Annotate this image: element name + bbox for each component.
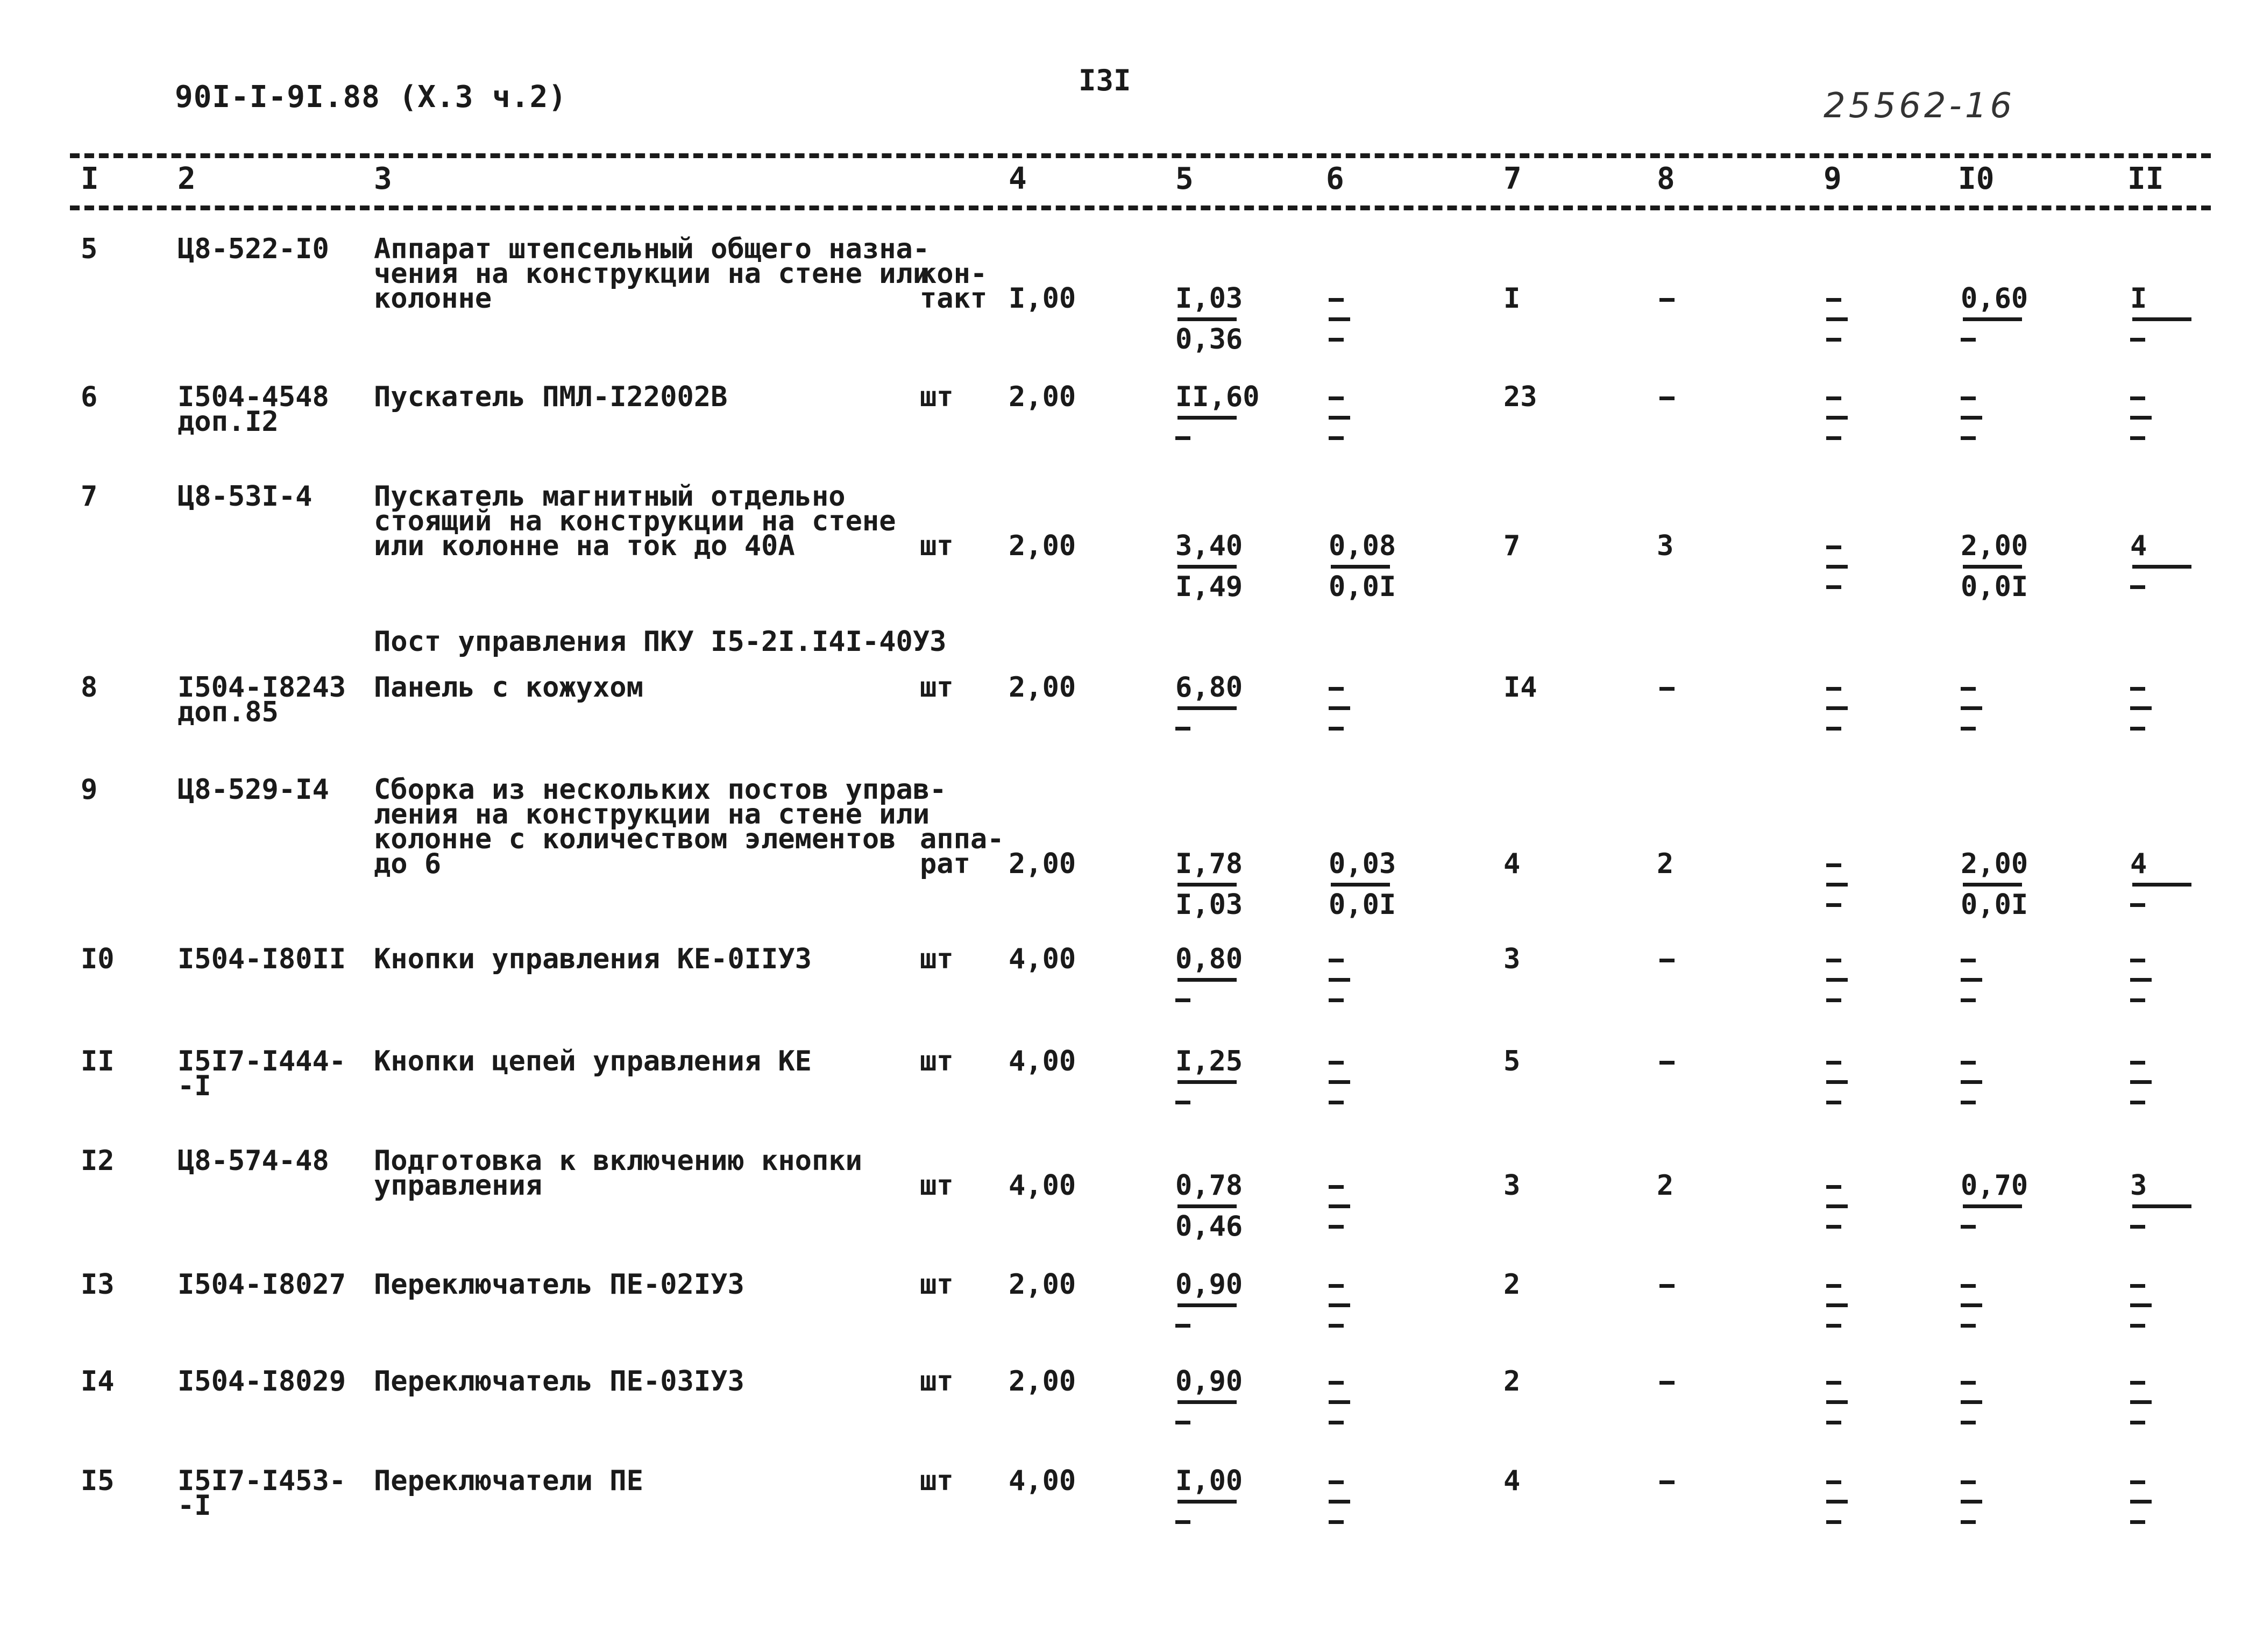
col11-value-denominator-dash <box>2130 998 2145 1002</box>
col10-value-numerator: 0,70 <box>1961 1169 2028 1202</box>
col7-value: 7 <box>1503 530 1521 562</box>
col9-value-denominator-dash <box>1826 727 1841 731</box>
col5-value-numerator: 0,90 <box>1175 1365 1243 1398</box>
col6-value-numerator-dash <box>1329 1061 1344 1065</box>
col10-value-fraction-bar <box>1961 416 1982 420</box>
col6-value-fraction-bar <box>1329 416 1350 420</box>
col9-value-numerator-dash <box>1826 959 1841 962</box>
col5-value-denominator-dash <box>1175 998 1190 1002</box>
col10-value-numerator-dash <box>1961 396 1976 400</box>
col7-value: 3 <box>1503 943 1521 975</box>
col9-value-fraction-bar <box>1826 565 1848 569</box>
col10-value-numerator: 0,60 <box>1961 282 2028 315</box>
col6-value-numerator-dash <box>1329 1284 1344 1288</box>
work-description-line-3: колонне с количеством элементов <box>374 823 896 855</box>
col9-value-numerator-dash <box>1826 1185 1841 1189</box>
col6-value-denominator-dash <box>1329 1520 1344 1524</box>
col6-value-numerator-dash <box>1329 687 1344 691</box>
col5-value-numerator: I,25 <box>1175 1045 1243 1077</box>
work-description-line-1: Кнопки управления КЕ-0IIУ3 <box>374 943 812 975</box>
col10-value-denominator-dash <box>1961 1101 1976 1104</box>
col11-value-denominator-dash <box>2130 338 2145 342</box>
col7-value: 2 <box>1503 1268 1521 1301</box>
unit-of-measure-line-1: шт <box>920 1465 954 1497</box>
col6-value-fraction-bar <box>1329 978 1350 982</box>
col5-value-fraction-bar <box>1177 978 1237 982</box>
col10-value-denominator-dash <box>1961 998 1976 1002</box>
col11-value-fraction-bar <box>2130 1303 2152 1307</box>
col11-value-fraction-bar <box>2130 1400 2152 1404</box>
price-code-line-1: Ц8-529-I4 <box>178 774 329 806</box>
work-description-line-1: Кнопки цепей управления КЕ <box>374 1045 812 1077</box>
row-number: 9 <box>81 774 98 806</box>
col8-value: 2 <box>1657 848 1674 880</box>
unit-of-measure-line-1: кон- <box>920 258 988 290</box>
col11-value-numerator: I <box>2130 282 2147 315</box>
quantity: 2,00 <box>1009 530 1076 562</box>
col11-value-numerator-dash <box>2130 1381 2145 1385</box>
col7-value: 4 <box>1503 848 1521 880</box>
col11-value-denominator-dash <box>2130 727 2145 731</box>
col10-value-numerator-dash <box>1961 959 1976 962</box>
work-description-line-2: стоящий на конструкции на стене <box>374 505 896 537</box>
col9-value-numerator-dash <box>1826 1381 1841 1385</box>
work-description-line-4: до 6 <box>374 848 442 880</box>
column-header-1: I <box>81 161 99 196</box>
col11-value-fraction-bar <box>2130 416 2152 420</box>
col5-value-denominator-dash <box>1175 1520 1190 1524</box>
col5-value-denominator-dash <box>1175 1421 1190 1424</box>
col11-value-numerator-dash <box>2130 1061 2145 1065</box>
table-top-rule <box>70 153 2211 158</box>
col8-dash <box>1659 1381 1675 1385</box>
col10-value-fraction-bar <box>1961 978 1982 982</box>
col9-value-denominator-dash <box>1826 903 1841 907</box>
col6-value-fraction-bar <box>1329 1500 1350 1504</box>
col10-value-denominator-dash <box>1961 436 1976 440</box>
subheading-control-post: Пост управления ПКУ I5-2I.I4I-40У3 <box>374 626 947 658</box>
col9-value-numerator-dash <box>1826 1061 1841 1065</box>
col9-value-denominator-dash <box>1826 338 1841 342</box>
work-description-line-2: чения на конструкции на стене или <box>374 258 930 290</box>
col11-value-numerator: 4 <box>2130 848 2147 880</box>
col5-value-fraction-bar <box>1177 883 1237 887</box>
col11-value-fraction-bar <box>2130 706 2152 710</box>
archive-number: 25562-16 <box>1824 86 2016 126</box>
col6-value-numerator-dash <box>1329 1480 1344 1484</box>
work-description-line-1: Переключатель ПЕ-02IУ3 <box>374 1268 744 1301</box>
col6-value-denominator-dash <box>1329 1324 1344 1328</box>
col6-value-fraction-bar <box>1329 1303 1350 1307</box>
col10-value-numerator-dash <box>1961 1381 1976 1385</box>
col6-value-fraction-bar <box>1329 317 1350 321</box>
col7-value: 5 <box>1503 1045 1521 1077</box>
col5-value-fraction-bar <box>1177 1204 1237 1208</box>
col5-value-fraction-bar <box>1177 706 1237 710</box>
price-code-line-2: -I <box>178 1490 211 1522</box>
col6-value-denominator-dash <box>1329 1101 1344 1104</box>
col6-value-numerator: 0,03 <box>1329 848 1396 880</box>
col6-value-fraction-bar <box>1331 883 1390 887</box>
column-header-3: 3 <box>374 161 392 196</box>
col11-value-denominator-dash <box>2130 1421 2145 1424</box>
quantity: I,00 <box>1009 282 1076 315</box>
col11-value-fraction-bar <box>2132 317 2191 321</box>
row-number: I2 <box>81 1145 115 1177</box>
column-header-5: 5 <box>1175 161 1194 196</box>
col9-value-fraction-bar <box>1826 1400 1848 1404</box>
col10-value-denominator-dash <box>1961 1324 1976 1328</box>
unit-of-measure-line-1: шт <box>920 1045 954 1077</box>
col10-value-fraction-bar <box>1963 317 2022 321</box>
col9-value-numerator-dash <box>1826 396 1841 400</box>
col5-value-numerator: 3,40 <box>1175 530 1243 562</box>
unit-of-measure-line-1: шт <box>920 671 954 704</box>
col6-value-numerator-dash <box>1329 959 1344 962</box>
col5-value-fraction-bar <box>1177 416 1237 420</box>
quantity: 4,00 <box>1009 1465 1076 1497</box>
unit-of-measure-line-2: такт <box>920 282 988 315</box>
col11-value-denominator-dash <box>2130 903 2145 907</box>
col6-value-fraction-bar <box>1329 1204 1350 1208</box>
col11-value-fraction-bar <box>2130 1500 2152 1504</box>
price-code-line-1: Ц8-522-I0 <box>178 233 329 265</box>
col5-value-denominator: I,03 <box>1175 889 1243 921</box>
column-header-10: I0 <box>1958 161 1995 196</box>
col9-value-fraction-bar <box>1826 1204 1848 1208</box>
row-number: I4 <box>81 1365 115 1398</box>
col6-value-denominator-dash <box>1329 998 1344 1002</box>
quantity: 4,00 <box>1009 1045 1076 1077</box>
col6-value-denominator: 0,0I <box>1329 889 1396 921</box>
col8-value: 2 <box>1657 1169 1674 1202</box>
col5-value-fraction-bar <box>1177 317 1237 321</box>
col11-value-numerator: 3 <box>2130 1169 2147 1202</box>
col9-value-numerator-dash <box>1826 298 1841 302</box>
col9-value-denominator-dash <box>1826 585 1841 589</box>
price-code-line-2: доп.I2 <box>178 406 279 438</box>
price-code-line-1: I504-I8243 <box>178 671 346 704</box>
work-description-line-1: Пускатель ПМЛ-I22002В <box>374 381 728 413</box>
col10-value-numerator-dash <box>1961 1284 1976 1288</box>
col9-value-denominator-dash <box>1826 998 1841 1002</box>
quantity: 4,00 <box>1009 943 1076 975</box>
col10-value-fraction-bar <box>1961 1500 1982 1504</box>
col7-value: I4 <box>1503 671 1537 704</box>
column-header-11: II <box>2127 161 2164 196</box>
col10-value-denominator: 0,0I <box>1961 889 2028 921</box>
col8-dash <box>1659 1480 1675 1484</box>
col6-value-denominator-dash <box>1329 338 1344 342</box>
work-description-line-1: Сборка из нескольких постов управ- <box>374 774 947 806</box>
col7-value: I <box>1503 282 1521 315</box>
row-number: I0 <box>81 943 115 975</box>
col5-value-numerator: I,00 <box>1175 1465 1243 1497</box>
price-code-line-1: Ц8-53I-4 <box>178 480 313 513</box>
col11-value-denominator-dash <box>2130 1225 2145 1229</box>
col10-value-fraction-bar <box>1963 883 2022 887</box>
col11-value-fraction-bar <box>2132 565 2191 569</box>
col9-value-denominator-dash <box>1826 1101 1841 1104</box>
price-code-line-1: I504-I8029 <box>178 1365 346 1398</box>
col6-value-numerator-dash <box>1329 1185 1344 1189</box>
col9-value-numerator-dash <box>1826 687 1841 691</box>
column-header-6: 6 <box>1326 161 1344 196</box>
col9-value-denominator-dash <box>1826 1324 1841 1328</box>
col6-value-numerator: 0,08 <box>1329 530 1396 562</box>
column-header-8: 8 <box>1657 161 1675 196</box>
price-code-line-1: I504-I80II <box>178 943 346 975</box>
quantity: 2,00 <box>1009 1268 1076 1301</box>
work-description-line-1: Переключатели ПЕ <box>374 1465 643 1497</box>
col5-value-fraction-bar <box>1177 565 1237 569</box>
col10-value-denominator-dash <box>1961 727 1976 731</box>
col5-value-numerator: I,78 <box>1175 848 1243 880</box>
row-number: 8 <box>81 671 98 704</box>
col5-value-numerator: 0,80 <box>1175 943 1243 975</box>
col5-value-fraction-bar <box>1177 1400 1237 1404</box>
quantity: 2,00 <box>1009 1365 1076 1398</box>
col10-value-numerator-dash <box>1961 1480 1976 1484</box>
col10-value-fraction-bar <box>1961 706 1982 710</box>
col8-dash <box>1659 687 1675 691</box>
col7-value: 4 <box>1503 1465 1521 1497</box>
col9-value-numerator-dash <box>1826 1480 1841 1484</box>
column-header-9: 9 <box>1824 161 1842 196</box>
col11-value-denominator-dash <box>2130 1324 2145 1328</box>
col9-value-denominator-dash <box>1826 1520 1841 1524</box>
col11-value-fraction-bar <box>2132 883 2191 887</box>
page-number: I3I <box>1079 63 1131 97</box>
unit-of-measure-line-1: шт <box>920 381 954 413</box>
col11-value-numerator-dash <box>2130 959 2145 962</box>
col9-value-denominator-dash <box>1826 1225 1841 1229</box>
col9-value-denominator-dash <box>1826 1421 1841 1424</box>
unit-of-measure-line-1: аппа- <box>920 823 1004 855</box>
unit-of-measure-line-1: шт <box>920 943 954 975</box>
col11-value-denominator-dash <box>2130 1101 2145 1104</box>
work-description-line-1: Переключатель ПЕ-03IУ3 <box>374 1365 744 1398</box>
column-header-2: 2 <box>178 161 196 196</box>
col8-dash <box>1659 959 1675 962</box>
col8-dash <box>1659 1284 1675 1288</box>
quantity: 2,00 <box>1009 381 1076 413</box>
work-description-line-2: управления <box>374 1169 543 1202</box>
col6-value-fraction-bar <box>1329 1080 1350 1084</box>
col7-value: 2 <box>1503 1365 1521 1398</box>
work-description-line-1: Панель с кожухом <box>374 671 643 704</box>
price-code-line-1: Ц8-574-48 <box>178 1145 329 1177</box>
col10-value-denominator-dash <box>1961 1225 1976 1229</box>
row-number: II <box>81 1045 115 1077</box>
work-description-line-3: или колонне на ток до 40А <box>374 530 795 562</box>
col8-dash <box>1659 396 1675 400</box>
col6-value-numerator-dash <box>1329 396 1344 400</box>
col5-value-numerator: II,60 <box>1175 381 1260 413</box>
col6-value-fraction-bar <box>1331 565 1390 569</box>
col11-value-fraction-bar <box>2132 1204 2191 1208</box>
col8-dash <box>1659 298 1675 302</box>
col10-value-denominator-dash <box>1961 338 1976 342</box>
col5-value-fraction-bar <box>1177 1500 1237 1504</box>
work-description-line-1: Пускатель магнитный отдельно <box>374 480 846 513</box>
quantity: 2,00 <box>1009 671 1076 704</box>
col5-value-denominator: I,49 <box>1175 571 1243 603</box>
col9-value-fraction-bar <box>1826 883 1848 887</box>
column-header-7: 7 <box>1503 161 1522 196</box>
price-code-line-1: I504-4548 <box>178 381 329 413</box>
col9-value-numerator-dash <box>1826 863 1841 867</box>
col5-value-denominator: 0,46 <box>1175 1210 1243 1243</box>
col5-value-denominator: 0,36 <box>1175 323 1243 356</box>
col10-value-numerator: 2,00 <box>1961 848 2028 880</box>
unit-of-measure-line-1: шт <box>920 1169 954 1202</box>
col11-value-denominator-dash <box>2130 585 2145 589</box>
price-code-line-1: I5I7-I444- <box>178 1045 346 1077</box>
col6-value-denominator-dash <box>1329 727 1344 731</box>
col6-value-fraction-bar <box>1329 1400 1350 1404</box>
unit-of-measure-line-2: рат <box>920 848 970 880</box>
row-number: I5 <box>81 1465 115 1497</box>
col9-value-fraction-bar <box>1826 317 1848 321</box>
column-header-4: 4 <box>1009 161 1027 196</box>
col10-value-fraction-bar <box>1961 1303 1982 1307</box>
col9-value-fraction-bar <box>1826 1500 1848 1504</box>
col10-value-fraction-bar <box>1963 565 2022 569</box>
col11-value-numerator-dash <box>2130 396 2145 400</box>
col6-value-numerator-dash <box>1329 298 1344 302</box>
col11-value-numerator-dash <box>2130 1284 2145 1288</box>
col7-value: 3 <box>1503 1169 1521 1202</box>
col5-value-numerator: 6,80 <box>1175 671 1243 704</box>
quantity: 2,00 <box>1009 848 1076 880</box>
col9-value-fraction-bar <box>1826 1080 1848 1084</box>
col5-value-numerator: I,03 <box>1175 282 1243 315</box>
col7-value: 23 <box>1503 381 1537 413</box>
price-code-line-1: I5I7-I453- <box>178 1465 346 1497</box>
col11-value-denominator-dash <box>2130 1520 2145 1524</box>
col6-value-denominator-dash <box>1329 1225 1344 1229</box>
col9-value-fraction-bar <box>1826 706 1848 710</box>
col5-value-numerator: 0,78 <box>1175 1169 1243 1202</box>
col5-value-fraction-bar <box>1177 1080 1237 1084</box>
col10-value-fraction-bar <box>1963 1204 2022 1208</box>
col5-value-numerator: 0,90 <box>1175 1268 1243 1301</box>
col10-value-denominator-dash <box>1961 1421 1976 1424</box>
table-header-rule <box>70 205 2211 210</box>
col10-value-numerator-dash <box>1961 1061 1976 1065</box>
col11-value-numerator-dash <box>2130 687 2145 691</box>
unit-of-measure-line-1: шт <box>920 1268 954 1301</box>
col8-dash <box>1659 1061 1675 1065</box>
price-code-line-1: I504-I8027 <box>178 1268 346 1301</box>
col5-value-fraction-bar <box>1177 1303 1237 1307</box>
row-number: 5 <box>81 233 98 265</box>
work-description-line-3: колонне <box>374 282 492 315</box>
col11-value-fraction-bar <box>2130 978 2152 982</box>
col5-value-denominator-dash <box>1175 727 1190 731</box>
unit-of-measure-line-1: шт <box>920 1365 954 1398</box>
col6-value-denominator-dash <box>1329 1421 1344 1424</box>
work-description-line-1: Аппарат штепсельный общего назна- <box>374 233 930 265</box>
col5-value-denominator-dash <box>1175 1101 1190 1104</box>
row-number: I3 <box>81 1268 115 1301</box>
col9-value-fraction-bar <box>1826 1303 1848 1307</box>
work-description-line-1: Подготовка к включению кнопки <box>374 1145 862 1177</box>
col10-value-fraction-bar <box>1961 1400 1982 1404</box>
col11-value-numerator: 4 <box>2130 530 2147 562</box>
col6-value-fraction-bar <box>1329 706 1350 710</box>
price-code-line-2: доп.85 <box>178 696 279 728</box>
col8-value: 3 <box>1657 530 1674 562</box>
work-description-line-2: ления на конструкции на стене или <box>374 798 930 831</box>
document-code: 90I-I-9I.88 (X.3 ч.2) <box>175 80 567 115</box>
col10-value-denominator-dash <box>1961 1520 1976 1524</box>
col9-value-fraction-bar <box>1826 416 1848 420</box>
col6-value-numerator-dash <box>1329 1381 1344 1385</box>
col11-value-denominator-dash <box>2130 436 2145 440</box>
col11-value-fraction-bar <box>2130 1080 2152 1084</box>
col10-value-numerator: 2,00 <box>1961 530 2028 562</box>
col6-value-denominator-dash <box>1329 436 1344 440</box>
col10-value-fraction-bar <box>1961 1080 1982 1084</box>
price-code-line-2: -I <box>178 1070 211 1102</box>
col6-value-denominator: 0,0I <box>1329 571 1396 603</box>
col5-value-denominator-dash <box>1175 1324 1190 1328</box>
unit-of-measure-line-1: шт <box>920 530 954 562</box>
row-number: 6 <box>81 381 98 413</box>
col9-value-fraction-bar <box>1826 978 1848 982</box>
col10-value-numerator-dash <box>1961 687 1976 691</box>
col9-value-numerator-dash <box>1826 1284 1841 1288</box>
quantity: 4,00 <box>1009 1169 1076 1202</box>
col10-value-denominator: 0,0I <box>1961 571 2028 603</box>
col5-value-denominator-dash <box>1175 436 1190 440</box>
col9-value-numerator-dash <box>1826 545 1841 549</box>
row-number: 7 <box>81 480 98 513</box>
col11-value-numerator-dash <box>2130 1480 2145 1484</box>
col9-value-denominator-dash <box>1826 436 1841 440</box>
